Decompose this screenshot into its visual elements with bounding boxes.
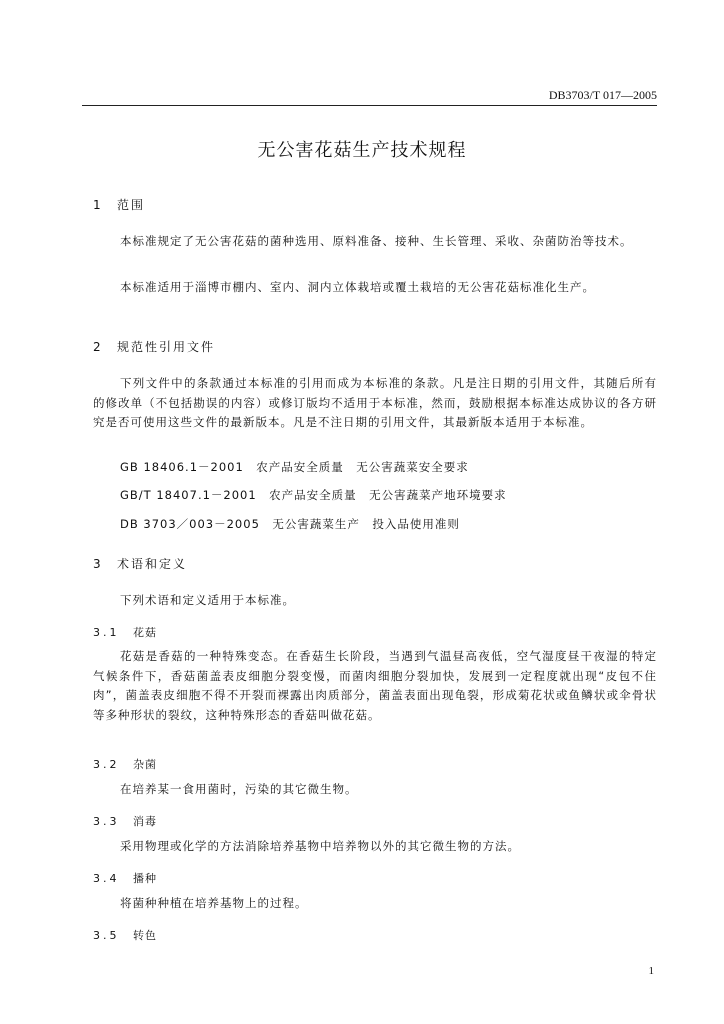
term-number: 3.2	[93, 758, 120, 771]
section-1-heading	[93, 196, 145, 213]
term-number: 3.4	[93, 872, 120, 885]
term-3-4-definition: 将菌种种植在培养基物上的过程。	[120, 896, 308, 910]
section-1-paragraph-2: 本标准适用于淄博市棚内、室内、洞内立体栽培或覆土栽培的无公害花菇标准化生产。	[120, 280, 595, 294]
section-number: 3	[93, 557, 103, 571]
term-3-2-heading	[93, 756, 157, 772]
document-title: 无公害花菇生产技术规程	[257, 140, 467, 161]
section-2-heading	[93, 338, 215, 355]
term-3-3-definition: 采用物理或化学的方法消除培养基物中培养物以外的其它微生物的方法。	[120, 839, 520, 853]
term-title: 花菇	[133, 626, 157, 639]
term-3-5-heading	[93, 927, 157, 943]
page-number: 1	[648, 965, 654, 977]
term-title: 播种	[133, 872, 157, 885]
section-title: 术语和定义	[117, 557, 188, 571]
standard-code: DB3703/T 017—2005	[548, 88, 657, 102]
term-3-1-heading	[93, 624, 157, 640]
reference-item: GB/T 18407.1－2001 农产品安全质量 无公害蔬菜产地环境要求	[120, 488, 507, 502]
section-1-paragraph-1: 本标准规定了无公害花菇的菌种选用、原料准备、接种、生长管理、采收、杂菌防治等技术。	[120, 234, 633, 248]
section-number: 2	[93, 340, 103, 354]
term-title: 消毒	[133, 815, 157, 828]
reference-item: DB 3703／003－2005 无公害蔬菜生产 投入品使用准则	[120, 517, 460, 531]
section-2-paragraph-1: 下列文件中的条款通过本标准的引用而成为本标准的条款。凡是注日期的引用文件，其随后所有的修改单（不包括勘误的内容）或修订版均不适用于本标准，然而，鼓励根据本标准达成协议的各方研究是否可使用这些文件的最新版本。凡是不注日期的引用文件，其最新版本适用于本标准。	[93, 376, 657, 430]
term-title: 转色	[133, 929, 157, 942]
term-number: 3.5	[93, 929, 120, 942]
section-3-paragraph-1: 下列术语和定义适用于本标准。	[120, 593, 295, 607]
term-number: 3.3	[93, 815, 120, 828]
section-title: 规范性引用文件	[117, 340, 216, 354]
term-3-4-heading	[93, 870, 157, 886]
term-number: 3.1	[93, 626, 120, 639]
section-3-heading	[93, 555, 187, 572]
header-divider	[82, 105, 657, 106]
term-3-3-heading	[93, 813, 157, 829]
term-3-2-definition: 在培养某一食用菌时，污染的其它微生物。	[120, 782, 358, 796]
term-title: 杂菌	[133, 758, 157, 771]
reference-item: GB 18406.1－2001 农产品安全质量 无公害蔬菜安全要求	[120, 460, 469, 474]
section-title: 范围	[117, 198, 146, 212]
section-number: 1	[93, 198, 103, 212]
term-3-1-definition: 花菇是香菇的一种特殊变态。在香菇生长阶段，当遇到气温昼高夜低，空气湿度昼干夜湿的特定气候条件下，香菇菌盖表皮细胞分裂变慢，而菌肉细胞分裂加快，发展到一定程度就出现“皮包不住肉”，菌盖表皮细胞不得不开裂而裸露出肉质部分，菌盖表面出现龟裂，形成菊花状或鱼鳞状或伞骨状等多种形状的裂纹，这种特殊形态的香菇叫做花菇。	[93, 649, 657, 722]
